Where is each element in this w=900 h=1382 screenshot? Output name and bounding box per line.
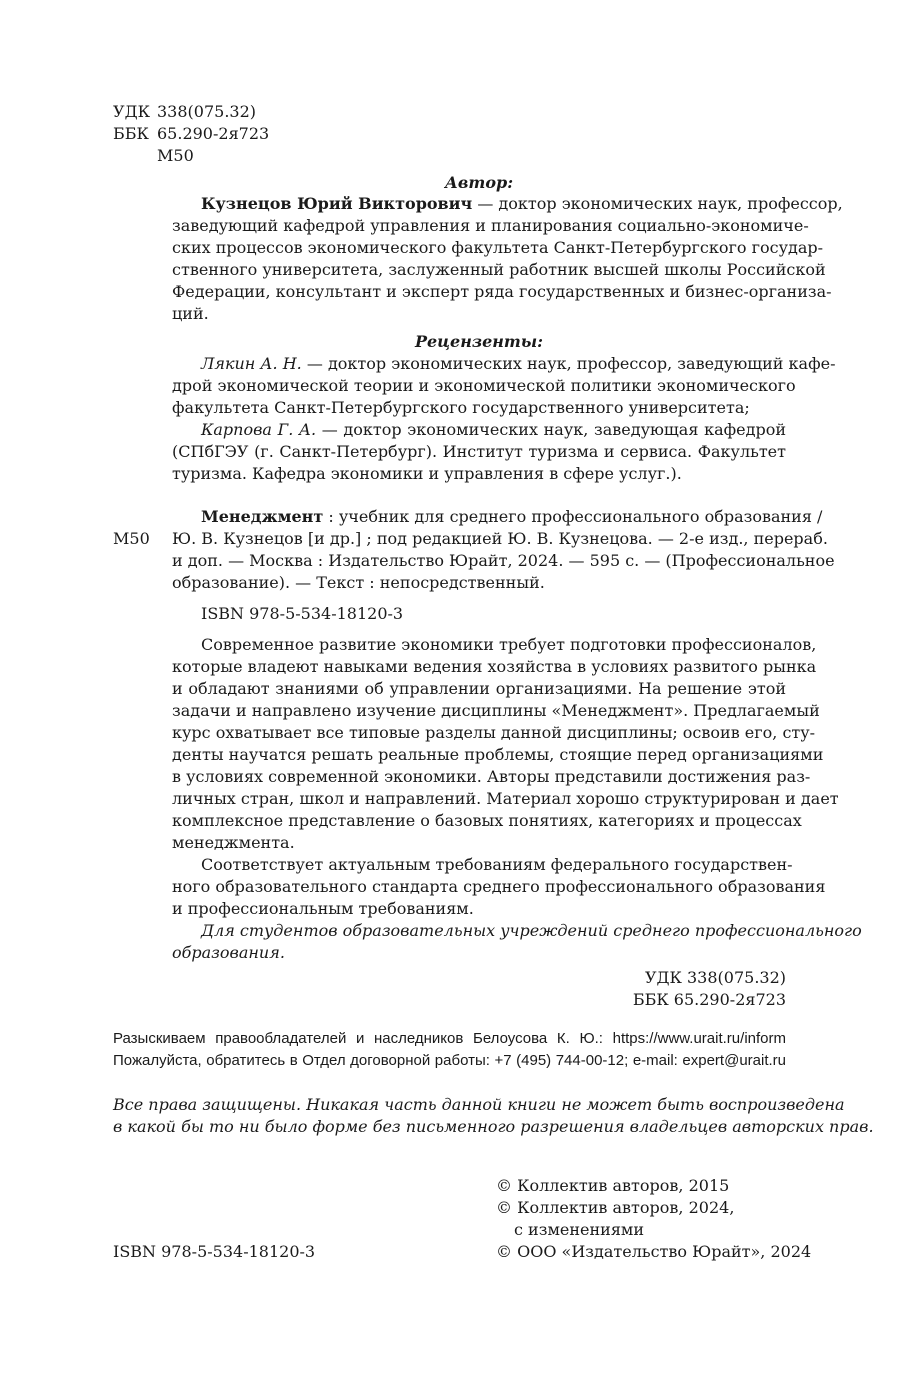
author-line-4: ственного университета, заслуженный работник высшей школы Российской [172, 260, 826, 279]
reviewer1-name: Лякин А. Н. [201, 354, 302, 373]
reviewer2-line-2: (СПбГЭУ (г. Санкт-Петербург). Институт туризма и сервиса. Факультет [172, 442, 786, 461]
reviewer1-line-1: Лякин А. Н. — доктор экономических наук, профессор, заведующий кафе- [201, 354, 836, 373]
rights-line-1: Все права защищены. Никакая часть данной книги не может быть воспроизведена [113, 1095, 845, 1114]
reviewer1-line-2: дрой экономической теории и экономической политики экономического [172, 376, 796, 395]
author-heading: Автор: [444, 173, 514, 192]
reviewer2-line-1: Карпова Г. А. — доктор экономических наук, заведующая кафедрой [201, 420, 786, 439]
bib-line-4: образование). — Текст : непосредственный. [172, 573, 545, 592]
notice-line-1: Разыскиваем правообладателей и наследников Белоусова К. Ю.: https://www.urait.ru/inform [113, 1030, 786, 1047]
footer-isbn: ISBN 978-5-534-18120-3 [113, 1242, 316, 1261]
author-line-2: заведующий кафедрой управления и планирования социально-экономиче- [172, 216, 809, 235]
annotation-p1-line-5: курс охватывает все типовые разделы данной дисциплины; освоив его, сту- [172, 723, 816, 742]
annotation-p2-line-2: ного образовательного стандарта среднего профессионального образования [172, 877, 826, 896]
author-line-5: Федерации, консультант и эксперт ряда государственных и бизнес-организа- [172, 282, 832, 301]
author-line-1: Кузнецов Юрий Викторович — доктор экономических наук, профессор, [201, 194, 843, 213]
bib-title: Менеджмент [201, 507, 324, 526]
author-mark: М50 [157, 146, 194, 165]
copyright-2-cont: с изменениями [514, 1220, 645, 1239]
annotation-p1-line-6: денты научатся решать реальные проблемы, стоящие перед организациями [172, 745, 824, 764]
reviewer1-line-3: факультета Санкт-Петербургского государственного университета; [172, 398, 750, 417]
author-line-6: ций. [172, 304, 209, 323]
annotation-p1-line-9: комплексное представление о базовых понятиях, категориях и процессах [172, 811, 802, 830]
rights-line-2: в какой бы то ни было форме без письменного разрешения владельцев авторских прав. [113, 1117, 874, 1136]
annotation-bbk: ББК 65.290-2я723 [632, 990, 786, 1009]
bbk-value: 65.290-2я723 [157, 124, 270, 143]
notice-line-2: Пожалуйста, обратитесь в Отдел договорной работы: +7 (495) 744-00-12; e-mail: expert@urait.ru [113, 1052, 786, 1069]
reviewers-heading: Рецензенты: [414, 332, 544, 351]
annotation-p1-line-10: менеджмента. [172, 833, 295, 852]
copyright-2: © Коллектив авторов, 2024, [496, 1198, 735, 1217]
annotation-p1-line-8: личных стран, школ и направлений. Материал хорошо структурирован и дает [172, 789, 839, 808]
author-line-3: ских процессов экономического факультета Санкт-Петербургского государ- [172, 238, 824, 257]
udk-label: УДК [113, 102, 150, 121]
bib-margin-mark: М50 [113, 529, 150, 548]
bbk-label: ББК [113, 124, 149, 143]
bib-line-1: Менеджмент : учебник для среднего профессионального образования / [201, 507, 823, 526]
annotation-p1-line-3: и обладают знаниями об управлении организациями. На решение этой [172, 679, 786, 698]
annotation-udk: УДК 338(075.32) [644, 968, 786, 987]
annotation-p1-line-7: в условиях современной экономики. Авторы представили достижения раз- [172, 767, 811, 786]
annotation-p1-line-1: Современное развитие экономики требует подготовки профессионалов, [201, 635, 817, 654]
copyright-1: © Коллектив авторов, 2015 [496, 1176, 730, 1195]
annotation-p1-line-4: задачи и направлено изучение дисциплины «Менеджмент». Предлагаемый [172, 701, 820, 720]
annotation-p2-line-1: Соответствует актуальным требованиям федерального государствен- [201, 855, 793, 874]
audience-line-2: образования. [172, 943, 285, 962]
copyright-3: © ООО «Издательство Юрайт», 2024 [496, 1242, 812, 1261]
author-name: Кузнецов Юрий Викторович [201, 194, 473, 213]
audience-line-1: Для студентов образовательных учреждений среднего профессионального [201, 921, 862, 940]
reviewer2-name: Карпова Г. А. [201, 420, 317, 439]
annotation-p1-line-2: которые владеют навыками ведения хозяйства в условиях развитого рынка [172, 657, 817, 676]
bib-line-2: Ю. В. Кузнецов [и др.] ; под редакцией Ю. В. Кузнецова. — 2-е изд., перераб. [172, 529, 828, 548]
bib-line-3: и доп. — Москва : Издательство Юрайт, 2024. — 595 с. — (Профессиональное [172, 551, 835, 570]
annotation-p2-line-3: и профессиональным требованиям. [172, 899, 474, 918]
udk-value: 338(075.32) [157, 102, 257, 121]
bib-isbn: ISBN 978-5-534-18120-3 [201, 604, 404, 623]
reviewer2-line-3: туризма. Кафедра экономики и управления в сфере услуг.). [172, 464, 682, 483]
